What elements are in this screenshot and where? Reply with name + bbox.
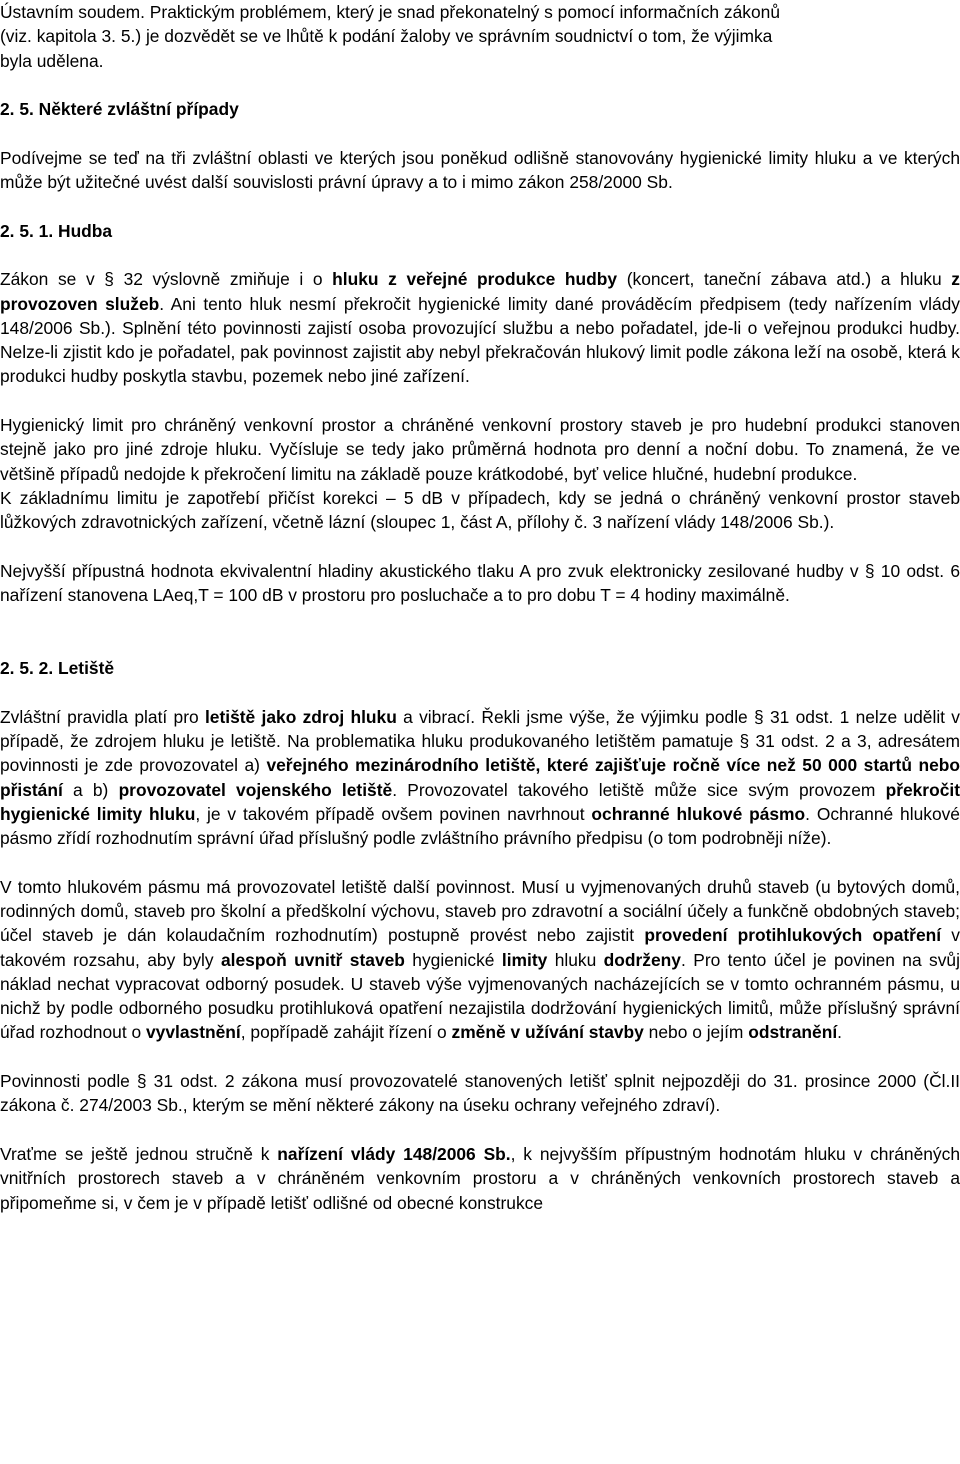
intro-line-1: Ústavním soudem. Praktickým problémem, který je snad překonatelný s pomocí informačních zákonů <box>0 2 781 22</box>
intro-line-3: byla udělena. <box>0 50 104 71</box>
section-heading-2-5-1: 2. 5. 1. Hudba <box>0 220 113 241</box>
section-heading-2-5-2: 2. 5. 2. Letiště <box>0 658 115 679</box>
airport-paragraph-1: Zvláštní pravidla platí pro letiště jako zdroj hluku a vibrací. Řekli jsme výše, že výjimku podle § 31 odst. 1 nelze udělit v případě, že zdrojem hluku je letiště. Na problematika hluku produkovaného letištěm pamatuje § 31 odst. 2 a 3, adresátem povinnosti je zde provozovatel a) veřejného mezinárodního letiště, které zajišťuje ročně více než 50 000 startů nebo přistání a b) provozovatel vojenského letiště. Provozovatel takového letiště může sice svým provozem překročit hygienické limity hluku, je v takovém případě ovšem povinen navrhnout ochranné hlukové pásmo. Ochranné hlukové pásmo zřídí rozhodnutím správní úřad příslušný podle zvláštního právního předpisu (o tom podrobněji níže). <box>0 706 960 849</box>
intro-paragraph <box>0 0 960 73</box>
airport-paragraph-3: Povinnosti podle § 31 odst. 2 zákona musí provozovatelé stanovených letišť splnit nejpozději do 31. prosince 2000 (Čl.II zákona č. 274/2003 Sb., kterým se mění některé zákony na úseku ochrany veřejného zdraví). <box>0 1071 960 1116</box>
airport-paragraph-4: Vraťme se ještě jednou stručně k nařízení vlády 148/2006 Sb., k nejvyšším přípustným hodnotám hluku v chráněných vnitřních prostorech staveb a v chráněném venkovním prostoru a v chráněných venkovních prostorech staveb a připomeňme si, v čem je v případě letišť odlišné od obecné konstrukce <box>0 1143 960 1213</box>
music-paragraph-1: Zákon se v § 32 výslovně zmiňuje i o hluku z veřejné produkce hudby (koncert, taneční zábava atd.) a hluku z provozoven služeb. Ani tento hluk nesmí překročit hygienické limity dané prováděcím předpisem (tedy nařízením vlády 148/2006 Sb.). Splnění této povinnosti zajistí osoba provozující službu a nebo pořadatel, jde-li o veřejnou produkci hudby. Nelze-li zjistit kdo je pořadatel, pak povinnost zajistit aby nebyl překračován hlukový limit podle zákona leží na osobě, která k produkci hudby poskytla stavbu, pozemek nebo jiné zařízení. <box>0 269 960 387</box>
section-heading-2-5: 2. 5. Některé zvláštní případy <box>0 99 239 120</box>
music-paragraph-3: K základnímu limitu je zapotřebí přičíst korekci – 5 dB v případech, kdy se jedná o chráněný venkovní prostor staveb lůžkových zdravotnických zařízení, včetně lázní (sloupec 1, část A, přílohy č. 3 nařízení vlády 148/2006 Sb.). <box>0 487 960 533</box>
music-paragraph-4: Nejvyšší přípustná hodnota ekvivalentní hladiny akustického tlaku A pro zvuk elektronicky zesilované hudby v § 10 odst. 6 nařízení stanovena LAeq,T = 100 dB v prostoru pro posluchače a to pro dobu T = 4 hodiny maximálně. <box>0 560 960 606</box>
section-2-5-paragraph: Podívejme se teď na tři zvláštní oblasti ve kterých jsou poněkud odlišně stanovovány hygienické limity hluku a ve kterých může být užitečné uvést další souvislosti právní úpravy a to i mimo zákon 258/2000 Sb. <box>0 147 960 193</box>
intro-line-2: (viz. kapitola 3. 5.) je dozvědět se ve lhůtě k podání žaloby ve správním soudnictví o tom, že výjimka <box>0 26 773 47</box>
airport-paragraph-2: V tomto hlukovém pásmu má provozovatel letiště další povinnost. Musí u vyjmenovaných druhů staveb (u bytových domů, rodinných domů, staveb pro školní a předškolní výchovu, staveb pro zdravotní a sociální účely a funkčně obdobných staveb; účel staveb je dán kolaudačním rozhodnutím) postupně provést nebo zajistit provedení protihlukových opatření v takovém rozsahu, aby byly alespoň uvnitř staveb hygienické limity hluku dodrženy. Pro tento účel je povinen na svůj náklad nechat vypracovat odborný posudek. U staveb výše vyjmenovaných nacházejících se v tomto ochranném pásmu, u nichž by podle odborného posudku protihluková opatření nezajistila dodržování hygienických limitů, může příslušný správní úřad rozhodnout o vyvlastnění, popřípadě zahájit řízení o změně v užívání stavby nebo o jejím odstranění. <box>0 876 960 1043</box>
music-paragraph-2: Hygienický limit pro chráněný venkovní prostor a chráněné venkovní prostory staveb je pro hudební produkci stanoven stejně jako pro jiné zdroje hluku. Vyčísluje se tedy jako průměrná hodnota pro denní a noční dobu. To znamená, že ve většině případů nedojde k překročení limitu na základě pouze krátkodobé, byť velice hlučné, hudební produkce. <box>0 415 960 484</box>
